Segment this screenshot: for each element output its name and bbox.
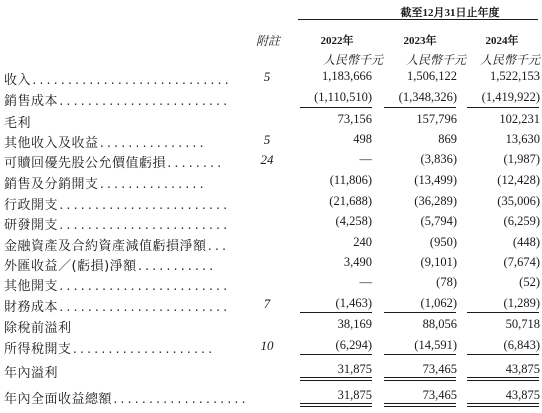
value-research-development-2024: (6,259) bbox=[503, 214, 540, 228]
subtotal-rule-gross-profit-2023 bbox=[384, 107, 456, 108]
subtotal-rule-gross-profit-2024 bbox=[467, 107, 539, 108]
value-selling-distribution-2022: (11,806) bbox=[329, 173, 372, 187]
row-label-text: 年內溢利 bbox=[4, 366, 59, 381]
subtotal-rule-profit-before-tax-2024 bbox=[467, 312, 539, 313]
leader-dots: .................... bbox=[71, 343, 214, 356]
value-gross-profit-2022: 73,156 bbox=[337, 112, 372, 126]
year-header-2023: 2023年 bbox=[403, 35, 437, 47]
row-label-cost-of-sales bbox=[4, 90, 229, 109]
value-revenue-2024: 1,522,153 bbox=[490, 69, 540, 83]
value-other-expenses-2022: — bbox=[359, 275, 372, 289]
value-other-income-2022: 498 bbox=[353, 132, 372, 146]
total-rule-comprehensive-income-2022 bbox=[300, 403, 372, 407]
total-rule-comprehensive-income-2024 bbox=[467, 403, 539, 407]
subtotal-rule-profit-for-year-2022 bbox=[300, 354, 372, 355]
unit-label-2024: 人民幣千元 bbox=[479, 53, 540, 67]
total-rule-profit-for-year-2024 bbox=[467, 377, 539, 381]
value-other-income-2024: 13,630 bbox=[505, 132, 540, 146]
value-fx-gain-loss-2023: (9,101) bbox=[420, 255, 457, 269]
row-label-other-expenses bbox=[4, 275, 229, 294]
period-header: 截至12月31日止年度 bbox=[400, 7, 500, 19]
leader-dots: ........................ bbox=[58, 280, 229, 293]
value-fx-gain-loss-2024: (7,674) bbox=[503, 255, 540, 269]
value-impairment-losses-2023: (950) bbox=[429, 235, 457, 249]
value-finance-costs-2023: (1,062) bbox=[420, 296, 457, 310]
row-note-preferred-shares-fv-loss: 24 bbox=[260, 152, 274, 167]
year-header-2022: 2022年 bbox=[320, 35, 354, 47]
subtotal-rule-profit-for-year-2023 bbox=[384, 354, 456, 355]
value-total-comprehensive-income-2023: 73,465 bbox=[422, 388, 457, 402]
value-income-tax-2023: (14,591) bbox=[414, 338, 457, 352]
value-administrative-2024: (35,006) bbox=[497, 194, 540, 208]
value-research-development-2023: (5,794) bbox=[420, 214, 457, 228]
row-label-text: 年內全面收益總額 bbox=[4, 392, 113, 407]
value-other-income-2023: 869 bbox=[438, 132, 457, 146]
row-label-text: 可贖回優先股公允價值虧損 bbox=[4, 156, 167, 171]
leader-dots: ............... bbox=[98, 178, 206, 191]
row-label-text: 毛利 bbox=[4, 116, 32, 131]
leader-dots: ........... bbox=[136, 260, 216, 273]
row-label-text: 其他收入及收益 bbox=[4, 136, 99, 151]
value-other-expenses-2023: (78) bbox=[436, 275, 457, 289]
value-profit-before-tax-2024: 50,718 bbox=[505, 317, 540, 331]
value-preferred-shares-fv-loss-2024: (1,987) bbox=[503, 152, 540, 166]
value-preferred-shares-fv-loss-2022: — bbox=[359, 152, 372, 166]
total-rule-profit-for-year-2023 bbox=[384, 377, 456, 381]
note-column-header: 附註 bbox=[255, 34, 280, 48]
total-rule-comprehensive-income-2023 bbox=[384, 403, 456, 407]
row-label-text: 收入 bbox=[4, 73, 32, 88]
value-income-tax-2022: (6,294) bbox=[335, 338, 372, 352]
leader-dots: ........................ bbox=[58, 199, 229, 212]
value-finance-costs-2024: (1,289) bbox=[503, 296, 540, 310]
row-label-text: 財務成本 bbox=[4, 300, 59, 315]
value-profit-before-tax-2023: 88,056 bbox=[422, 317, 457, 331]
value-profit-for-year-2022: 31,875 bbox=[337, 362, 372, 376]
row-label-finance-costs bbox=[4, 296, 229, 315]
row-label-administrative bbox=[4, 194, 229, 213]
row-label-text: 外匯收益／(虧損)淨額 bbox=[4, 259, 137, 274]
value-income-tax-2024: (6,843) bbox=[503, 338, 540, 352]
value-selling-distribution-2023: (13,499) bbox=[414, 173, 457, 187]
row-label-profit-before-tax bbox=[4, 317, 72, 336]
value-impairment-losses-2024: (448) bbox=[512, 235, 540, 249]
value-total-comprehensive-income-2024: 43,875 bbox=[505, 388, 540, 402]
row-label-impairment-losses bbox=[4, 235, 228, 254]
row-label-text: 銷售成本 bbox=[4, 94, 59, 109]
leader-dots: ... bbox=[206, 240, 228, 253]
subtotal-rule-gross-profit-2022 bbox=[300, 107, 372, 108]
value-selling-distribution-2024: (12,428) bbox=[497, 173, 540, 187]
value-administrative-2023: (36,289) bbox=[414, 194, 457, 208]
leader-dots: ........................ bbox=[58, 219, 229, 232]
value-research-development-2022: (4,258) bbox=[335, 214, 372, 228]
header-rule bbox=[298, 19, 538, 20]
row-label-selling-distribution bbox=[4, 173, 205, 192]
value-gross-profit-2023: 157,796 bbox=[416, 112, 457, 126]
leader-dots: ............... bbox=[98, 137, 206, 150]
value-fx-gain-loss-2022: 3,490 bbox=[343, 255, 372, 269]
value-cost-of-sales-2022: (1,110,510) bbox=[314, 90, 372, 104]
value-profit-before-tax-2022: 38,169 bbox=[337, 317, 372, 331]
row-note-finance-costs: 7 bbox=[263, 296, 271, 311]
row-note-other-income: 5 bbox=[263, 132, 271, 147]
leader-dots: ........................ bbox=[58, 95, 229, 108]
row-label-fx-gain-loss bbox=[4, 255, 215, 274]
row-note-revenue: 5 bbox=[263, 69, 271, 84]
row-label-income-tax bbox=[4, 338, 214, 357]
row-label-gross-profit bbox=[4, 112, 31, 131]
row-label-text: 其他開支 bbox=[4, 279, 59, 294]
value-impairment-losses-2022: 240 bbox=[353, 235, 372, 249]
total-rule-profit-for-year-2022 bbox=[300, 377, 372, 381]
row-label-text: 所得稅開支 bbox=[4, 342, 72, 357]
row-label-text: 研發開支 bbox=[4, 218, 59, 233]
subtotal-rule-profit-before-tax-2022 bbox=[300, 312, 372, 313]
value-finance-costs-2022: (1,463) bbox=[335, 296, 372, 310]
row-label-other-income bbox=[4, 132, 205, 151]
value-cost-of-sales-2023: (1,348,326) bbox=[398, 90, 457, 104]
row-label-research-development bbox=[4, 214, 229, 233]
leader-dots: ............................ bbox=[31, 74, 231, 87]
value-profit-for-year-2023: 73,465 bbox=[422, 362, 457, 376]
leader-dots: ........................ bbox=[58, 301, 229, 314]
row-label-revenue bbox=[4, 69, 230, 88]
row-label-total-comprehensive-income bbox=[4, 388, 247, 407]
row-label-text: 除稅前溢利 bbox=[4, 321, 72, 336]
value-profit-for-year-2024: 43,875 bbox=[505, 362, 540, 376]
row-label-text: 行政開支 bbox=[4, 198, 59, 213]
row-label-preferred-shares-fv-loss bbox=[4, 152, 223, 171]
leader-dots: ........ bbox=[166, 157, 223, 170]
value-other-expenses-2024: (52) bbox=[519, 275, 540, 289]
row-label-text: 金融資產及合約資產減值虧損淨額 bbox=[4, 239, 207, 254]
subtotal-rule-profit-before-tax-2023 bbox=[384, 312, 456, 313]
value-total-comprehensive-income-2022: 31,875 bbox=[337, 388, 372, 402]
year-header-2024: 2024年 bbox=[485, 35, 519, 47]
leader-dots: ................... bbox=[112, 393, 248, 406]
unit-label-2022: 人民幣千元 bbox=[322, 53, 383, 67]
row-note-income-tax: 10 bbox=[260, 338, 274, 353]
value-revenue-2023: 1,506,122 bbox=[407, 69, 457, 83]
value-administrative-2022: (21,688) bbox=[329, 194, 372, 208]
value-preferred-shares-fv-loss-2023: (3,836) bbox=[420, 152, 457, 166]
subtotal-rule-profit-for-year-2024 bbox=[467, 354, 539, 355]
row-label-text: 銷售及分銷開支 bbox=[4, 177, 99, 192]
value-gross-profit-2024: 102,231 bbox=[499, 112, 540, 126]
value-cost-of-sales-2024: (1,419,922) bbox=[481, 90, 540, 104]
unit-label-2023: 人民幣千元 bbox=[405, 53, 466, 67]
value-revenue-2022: 1,183,666 bbox=[322, 69, 372, 83]
row-label-profit-for-year bbox=[4, 362, 58, 381]
